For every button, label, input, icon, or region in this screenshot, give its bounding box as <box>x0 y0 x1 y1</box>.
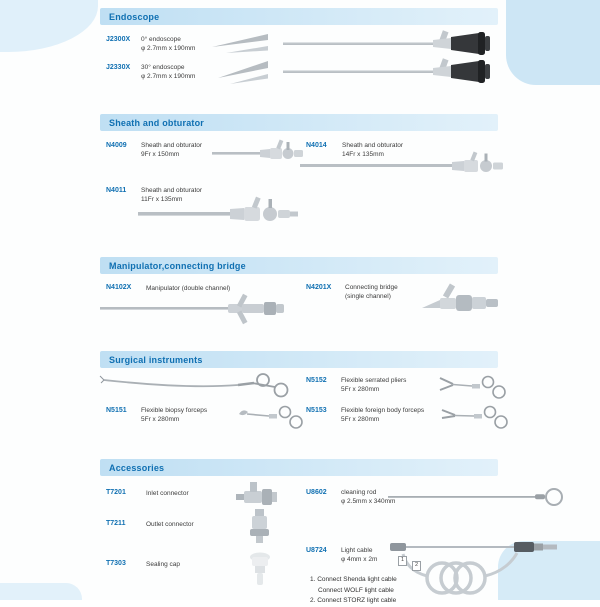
section-header-surgical: Surgical instruments <box>100 351 498 368</box>
desc-line: Sealing cap <box>146 561 180 568</box>
decor-bottom-left <box>0 583 82 600</box>
product-desc-n5151 <box>141 406 207 425</box>
desc-line: Connecting bridge <box>345 284 398 291</box>
cable-tag-2: 2 <box>412 561 421 571</box>
sheath-9fr-illustration <box>212 138 304 168</box>
desc-line: Flexible serrated pliers <box>341 377 407 384</box>
endoscope-30-full-illustration <box>283 60 507 84</box>
product-desc-n4201x <box>345 283 398 302</box>
section-header-endoscope: Endoscope <box>100 8 498 25</box>
decor-top-right <box>506 0 600 85</box>
desc-line: Flexible biopsy forceps <box>141 407 208 414</box>
desc-line: Sheath and obturator <box>141 142 203 149</box>
product-code-n4201x: N4201X <box>306 284 332 291</box>
cleaning-rod-illustration <box>388 486 568 508</box>
section-header-sheath: Sheath and obturator <box>100 114 498 131</box>
endoscope-30-tip-illustration <box>210 59 272 85</box>
desc-line: φ 2.7mm x 190mm <box>141 45 196 53</box>
biopsy-forceps-icon <box>237 403 303 431</box>
foreign-body-forceps-icon <box>440 403 510 431</box>
product-code-n4014: N4014 <box>306 142 327 149</box>
decor-top-left <box>0 0 98 52</box>
product-code-j2330x: J2330X <box>106 64 131 71</box>
product-code-n5151: N5151 <box>106 407 127 414</box>
manipulator-illustration <box>100 294 296 324</box>
desc-line: Light cable <box>341 547 373 554</box>
note-line: Connect WOLF light cable <box>318 586 394 594</box>
product-desc-t7303 <box>146 560 180 569</box>
product-desc-j2330x <box>141 63 195 82</box>
flexible-forceps-full-illustration <box>100 373 296 399</box>
outlet-connector-icon <box>240 508 280 544</box>
desc-line: 5Fr x 280mm <box>341 386 380 394</box>
sheath-11fr-illustration <box>138 196 304 230</box>
desc-line: Flexible foreign body forceps <box>341 407 425 414</box>
light-cable-notes <box>310 575 397 607</box>
serrated-pliers-icon <box>438 373 508 401</box>
desc-line: 11Fr x 135mm <box>141 196 183 204</box>
desc-line: φ 4mm x 2m <box>341 556 378 564</box>
desc-line: Sheath and obturator <box>342 142 404 149</box>
section-header-accessories: Accessories <box>100 459 498 476</box>
desc-line: φ 2.5mm x 340mm <box>341 498 396 506</box>
product-desc-n5152 <box>341 376 406 395</box>
product-desc-n4009 <box>141 141 202 160</box>
product-code-j2300x: J2300X <box>106 36 131 43</box>
section-header-manipulator: Manipulator,connecting bridge <box>100 257 498 274</box>
desc-line: φ 2.7mm x 190mm <box>141 73 196 81</box>
product-code-n4011: N4011 <box>106 187 127 194</box>
product-code-u8602: U8602 <box>306 489 327 496</box>
product-desc-u8724 <box>341 546 377 565</box>
desc-line: 0° endoscope <box>141 36 181 43</box>
desc-line: Outlet connector <box>146 521 194 528</box>
desc-line: 5Fr x 280mm <box>341 416 380 424</box>
note-line: 2. Connect STORZ light cable <box>310 597 397 605</box>
desc-line: 5Fr x 280mm <box>141 416 180 424</box>
desc-line: 14Fr x 135mm <box>342 151 384 159</box>
desc-line: 30° endoscope <box>141 64 185 71</box>
desc-line: (single channel) <box>345 293 391 301</box>
desc-line: Inlet connector <box>146 490 189 497</box>
product-code-n5153: N5153 <box>306 407 327 414</box>
endoscope-0-full-illustration <box>283 32 507 56</box>
product-code-n5152: N5152 <box>306 377 327 384</box>
product-code-u8724: U8724 <box>306 547 327 554</box>
product-desc-n4102x <box>146 284 230 293</box>
product-desc-n5153 <box>341 406 424 425</box>
sheath-14fr-illustration <box>300 152 506 178</box>
endoscope-0-tip-illustration <box>210 31 272 57</box>
desc-line: 9Fr x 150mm <box>141 151 180 159</box>
product-code-n4102x: N4102X <box>106 284 132 291</box>
product-desc-t7201 <box>146 489 189 498</box>
desc-line: Sheath and obturator <box>141 187 203 194</box>
sealing-cap-icon <box>246 549 278 589</box>
product-code-t7201: T7201 <box>106 489 126 496</box>
note-line: 1. Connect Shenda light cable <box>310 576 397 583</box>
cable-tag-1: 1 <box>398 556 407 566</box>
product-desc-j2300x <box>141 35 195 54</box>
product-desc-t7211 <box>146 520 194 529</box>
connecting-bridge-illustration <box>422 281 506 323</box>
product-code-t7303: T7303 <box>106 560 126 567</box>
desc-line: Manipulator (double channel) <box>146 285 231 292</box>
product-code-n4009: N4009 <box>106 142 127 149</box>
product-code-t7211: T7211 <box>106 520 126 527</box>
desc-line: cleaning rod <box>341 489 377 496</box>
